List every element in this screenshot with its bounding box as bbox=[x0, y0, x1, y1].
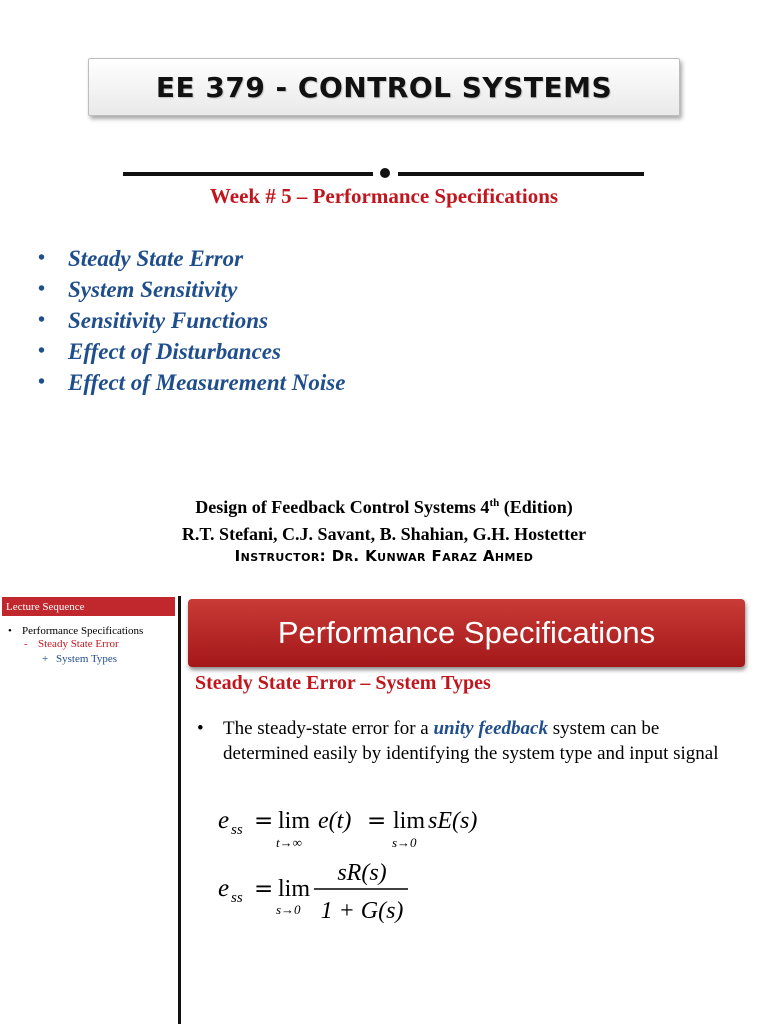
eq-lhs-sub: ss bbox=[231, 890, 243, 906]
eq-lim: lim bbox=[278, 876, 311, 902]
slide-title-box bbox=[88, 58, 680, 116]
eq-equals: = bbox=[367, 808, 387, 834]
bullet-icon: • bbox=[38, 371, 46, 393]
section-subheading: Steady State Error – System Types bbox=[195, 672, 491, 694]
bullet-icon: • bbox=[38, 278, 46, 300]
eq-lhs: e bbox=[218, 875, 230, 902]
topic-item bbox=[38, 243, 345, 274]
equation-steady-state-error-fraction bbox=[210, 852, 440, 932]
topic-label: Effect of Disturbances bbox=[68, 338, 281, 364]
edition-superscript: th bbox=[489, 497, 500, 509]
topic-label: Sensitivity Functions bbox=[68, 307, 269, 333]
eq-lim-sub: s→0 bbox=[392, 835, 417, 850]
title-divider-left bbox=[123, 172, 373, 176]
topic-list bbox=[38, 243, 345, 398]
title-divider-dot bbox=[380, 168, 390, 178]
topic-item bbox=[38, 305, 345, 336]
equation-steady-state-error-limit bbox=[210, 800, 540, 856]
instructor-name: Instructor: Dr. Kunwar Faraz Ahmed bbox=[234, 547, 534, 565]
topic-item bbox=[38, 367, 345, 398]
eq-numerator: sR(s) bbox=[337, 860, 387, 886]
eq-lim: lim bbox=[393, 808, 426, 834]
title-divider-right bbox=[398, 172, 644, 176]
eq-lim-sub: t→∞ bbox=[276, 835, 302, 850]
topic-label: Steady State Error bbox=[68, 245, 244, 271]
topic-item bbox=[38, 336, 345, 367]
sidebar-item-steady-state-error: - Steady State Error bbox=[24, 638, 119, 650]
eq-lhs: e bbox=[218, 807, 230, 834]
topic-item bbox=[38, 274, 345, 305]
textbook-edition: (Edition) bbox=[499, 497, 573, 517]
eq-denominator: 1 + G(s) bbox=[320, 898, 404, 924]
bullet-icon: • bbox=[38, 309, 46, 331]
lecture-sequence-header: Lecture Sequence bbox=[2, 597, 175, 616]
bullet-icon: • bbox=[38, 340, 46, 362]
section-header: Performance Specifications bbox=[277, 615, 656, 650]
eq-term: sE(s) bbox=[428, 808, 478, 834]
sidebar-item-performance-specifications: • Performance Specifications bbox=[8, 625, 144, 637]
eq-equals: = bbox=[254, 808, 274, 834]
slide-title: EE 379 - CONTROL SYSTEMS bbox=[155, 70, 613, 104]
textbook-reference bbox=[0, 497, 768, 518]
textbook-title: Design of Feedback Control Systems 4 bbox=[195, 497, 490, 517]
bullet-icon: • bbox=[38, 247, 46, 269]
eq-lim-sub: s→0 bbox=[276, 902, 301, 917]
sidebar-divider bbox=[178, 596, 181, 1024]
explanation-paragraph: • The steady-state error for a unity feedback system can be determined easily by identifying the system type and input signal bbox=[197, 718, 719, 764]
highlight-unity-feedback: unity feedback bbox=[433, 718, 548, 739]
week-subtitle: Week # 5 – Performance Specifications bbox=[209, 184, 559, 208]
eq-equals: = bbox=[254, 876, 274, 902]
section-header-box bbox=[188, 599, 745, 667]
topic-label: Effect of Measurement Noise bbox=[68, 369, 346, 395]
textbook-authors: R.T. Stefani, C.J. Savant, B. Shahian, G.H. Hostetter bbox=[181, 524, 587, 544]
topic-label: System Sensitivity bbox=[68, 276, 238, 302]
bullet-icon: • bbox=[197, 718, 204, 739]
eq-lim: lim bbox=[278, 808, 311, 834]
eq-term: e(t) bbox=[318, 808, 352, 834]
eq-lhs-sub: ss bbox=[231, 822, 243, 838]
sidebar-item-system-types: + System Types bbox=[42, 653, 118, 665]
